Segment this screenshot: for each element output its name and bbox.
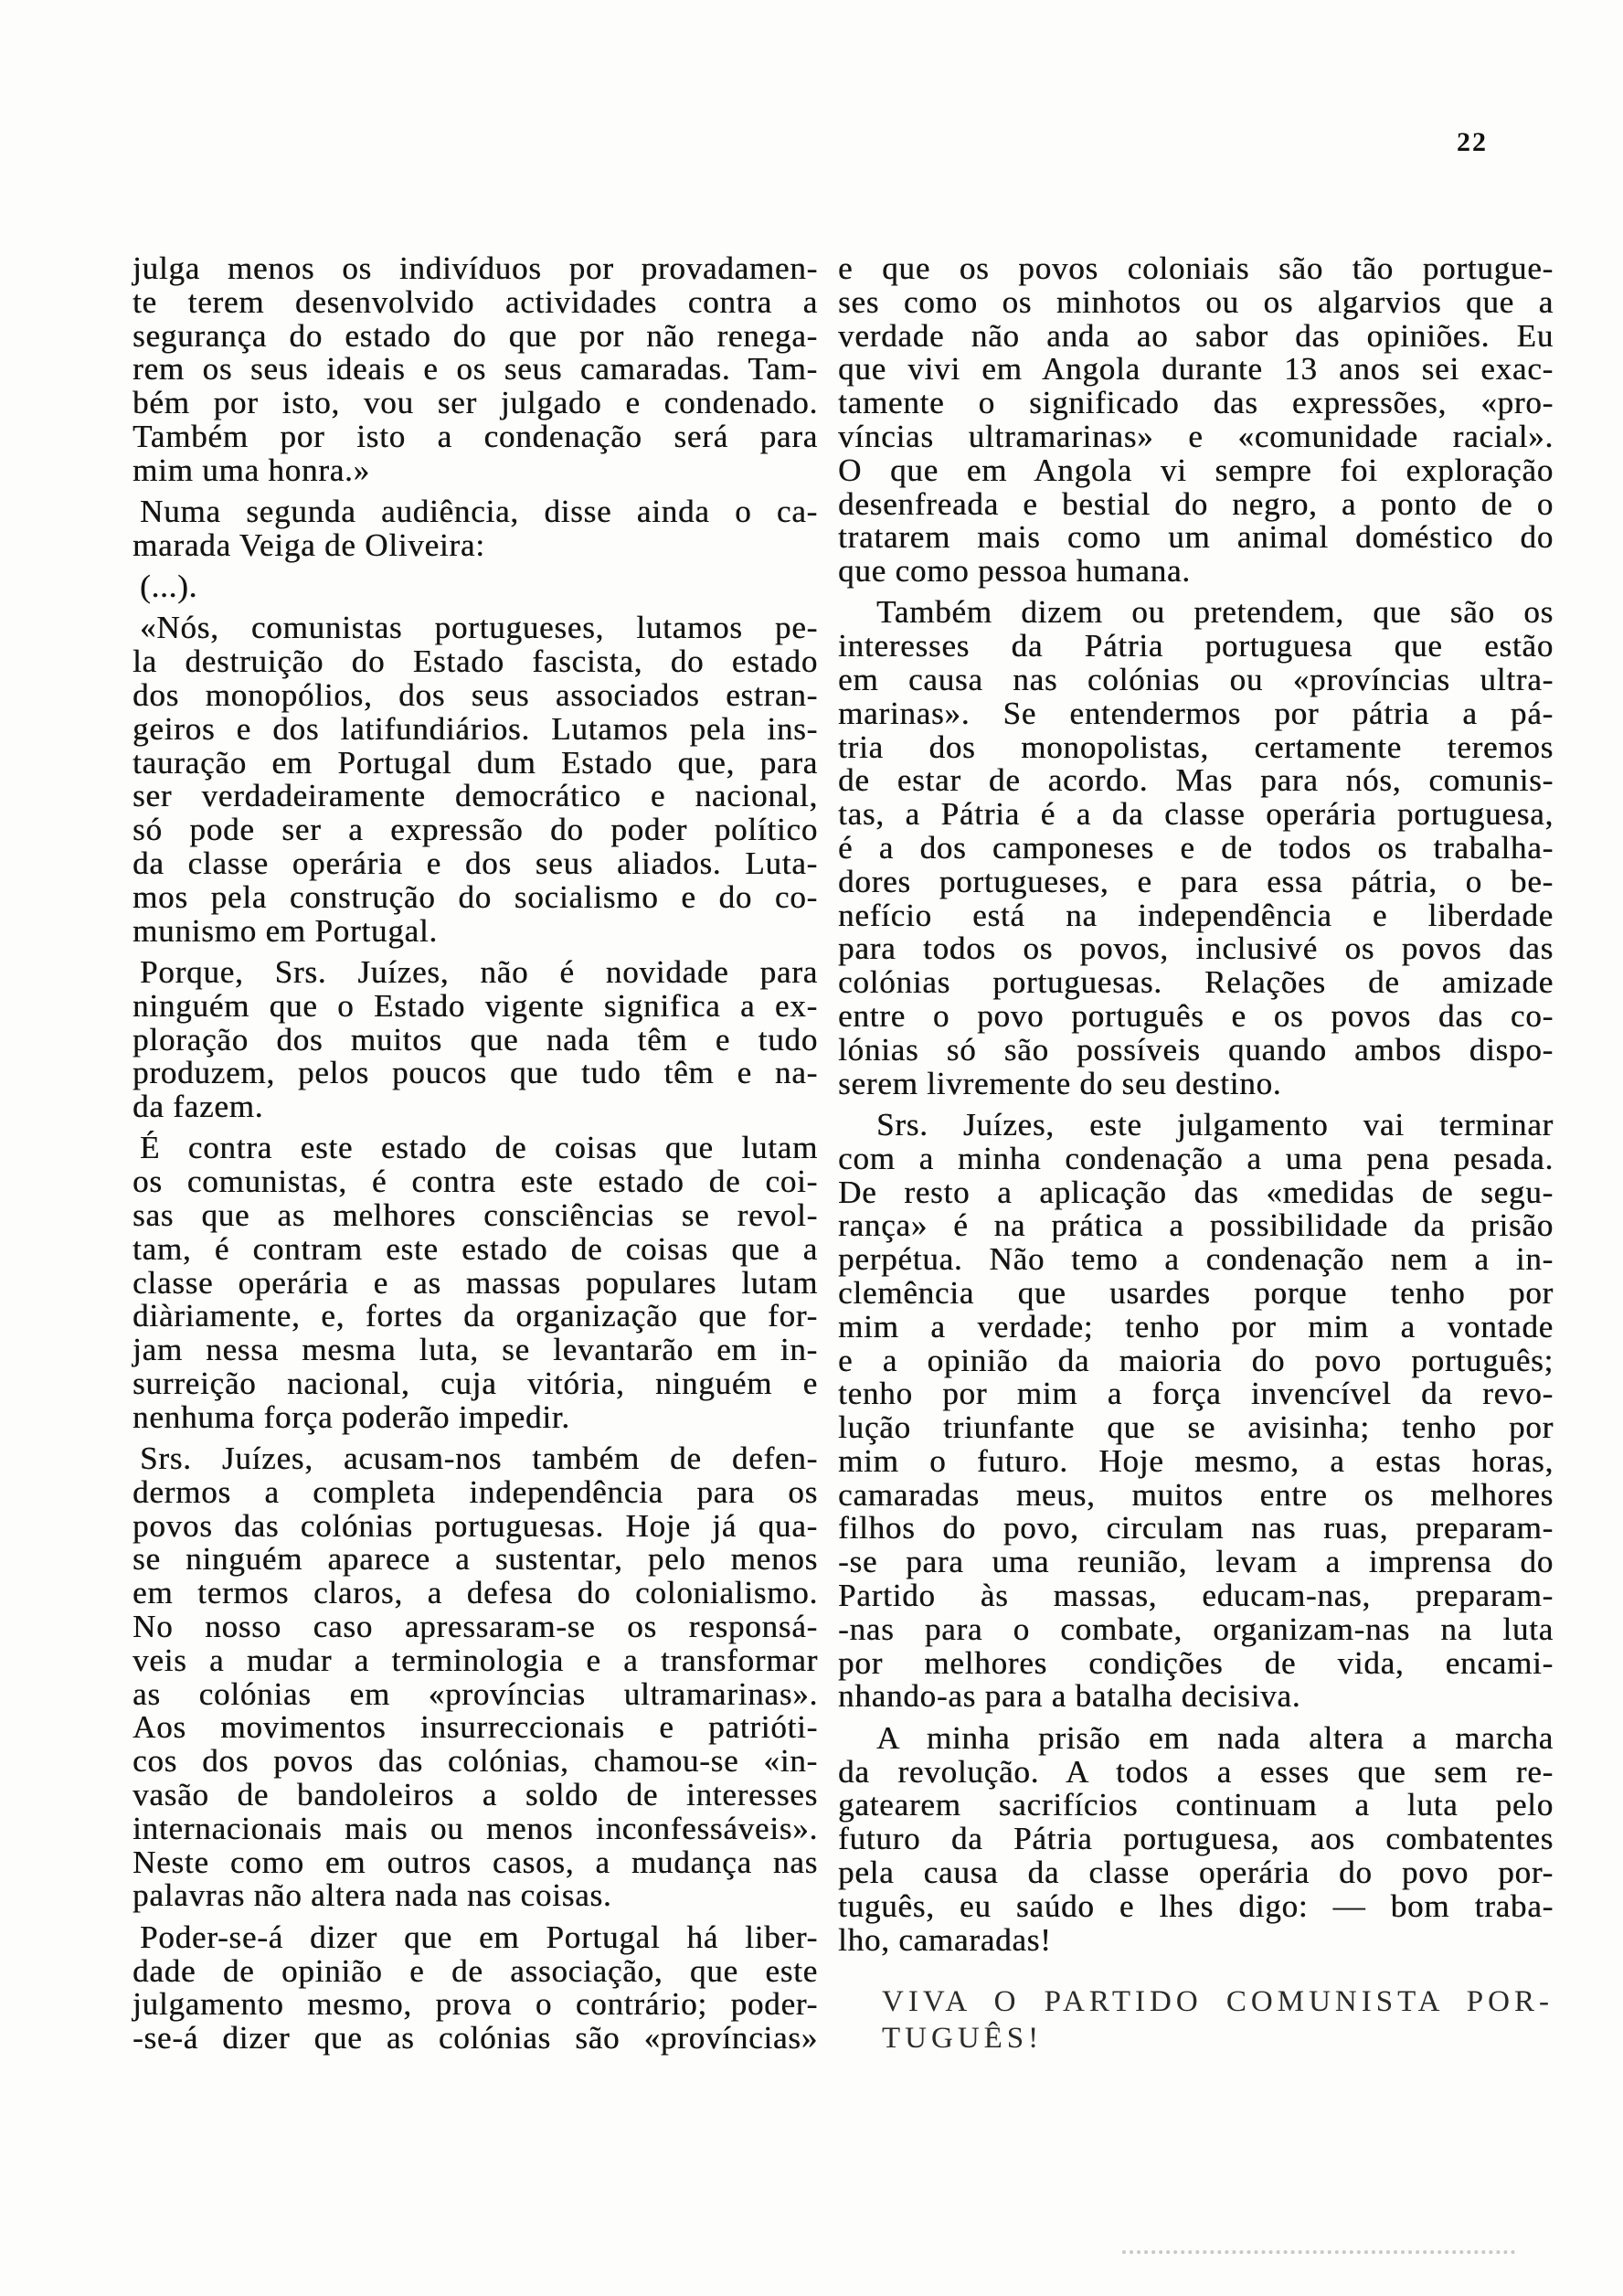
text-line: nefício está na independência e liberdade — [838, 897, 1554, 933]
text-line: ploração dos muitos que nada têm e tudo — [133, 1021, 818, 1058]
text-line: e a opinião da maioria do povo português; — [838, 1342, 1554, 1378]
text-line: mim o futuro. Hoje mesmo, a estas horas, — [838, 1442, 1554, 1479]
text-line: palavras não altera nada nas coisas. — [133, 1877, 612, 1914]
text-line: De resto a aplicação das «medidas de segu- — [838, 1174, 1554, 1210]
text-line: que vivi em Angola durante 13 anos sei exac- — [838, 351, 1554, 388]
right-column — [838, 252, 1554, 2057]
paragraph — [133, 252, 818, 488]
text-line: os comunistas, é contra este estado de coi- — [133, 1164, 818, 1200]
text-line: dos monopólios, dos seus associados estran- — [133, 677, 818, 714]
text-line: tam, é contram este estado de coisas que a — [133, 1230, 818, 1267]
paragraph — [838, 1106, 1554, 1715]
text-line: ninguém que o Estado vigente significa a ex- — [133, 987, 818, 1024]
text-line: gatearem sacrifícios continuam a luta pelo — [838, 1787, 1554, 1823]
text-line: surreição nacional, cuja vitória, ninguém e — [133, 1366, 818, 1401]
text-line: verdade não anda ao sabor das opiniões. Eu — [838, 317, 1554, 354]
text-line: interesses da Pátria portuguesa que estão — [838, 628, 1554, 664]
text-line: Poder-se-á dizer que em Portugal há liber- — [140, 1919, 818, 1955]
text-line: de estar de acordo. Mas para nós, comunis- — [838, 762, 1554, 799]
text-line: víncias ultramarinas» e «comunidade racial». — [838, 418, 1554, 454]
text-line: Numa segunda audiência, disse ainda o ca- — [140, 494, 818, 530]
text-line: vasão de bandoleiros a soldo de interesses — [133, 1777, 818, 1813]
text-line: para todos os povos, inclusivé os povos das — [838, 930, 1554, 967]
paragraph — [133, 953, 818, 1125]
text-line: marada Veiga de Oliveira: — [133, 526, 485, 563]
paragraph — [838, 252, 1554, 589]
text-line: perpétua. Não temo a condenação nem a in- — [838, 1241, 1554, 1278]
text-line: Aos movimentos insurreccionais e patrióti- — [133, 1709, 818, 1746]
text-line: se ninguém aparece a sustentar, pelo menos — [133, 1541, 818, 1578]
text-line: tenho por mim a força invencível da revo- — [838, 1376, 1554, 1412]
text-line: tas, a Pátria é a da classe operária portuguesa, — [838, 796, 1554, 833]
text-line: cos dos povos das colónias, chamou-se «in- — [133, 1743, 818, 1780]
paragraph — [133, 570, 818, 604]
text-line: da classe operária e dos seus aliados. Luta- — [133, 845, 818, 882]
text-line: bém por isto, vou ser julgado e condenado. — [133, 385, 818, 421]
text-line: -se-á dizer que as colónias são «províncias» — [133, 2020, 818, 2057]
text-line: por melhores condições de vida, encami- — [838, 1644, 1554, 1681]
closing-line: VIVA O PARTIDO COMUNISTA POR- — [882, 1985, 1554, 2019]
text-line: tuguês, eu saúdo e lhes digo: — bom traba- — [838, 1887, 1554, 1924]
text-line: Porque, Srs. Juízes, não é novidade para — [140, 953, 818, 990]
text-line: rem os seus ideais e os seus camaradas. Tam- — [133, 351, 818, 388]
text-line: Srs. Juízes, acusam-nos também de defen- — [140, 1440, 818, 1477]
text-line: internacionais mais ou menos inconfessáveis». — [133, 1810, 818, 1846]
text-line: (...). — [140, 569, 198, 605]
text-line: jam nessa mesma luta, se levantarão em in- — [133, 1332, 818, 1368]
text-line: que como pessoa humana. — [838, 553, 1191, 590]
paragraph — [838, 1719, 1554, 1958]
left-column — [133, 252, 818, 2056]
text-line: tratarem mais como um animal doméstico do — [838, 519, 1554, 556]
text-line: la destruição do Estado fascista, do estado — [133, 643, 818, 680]
text-line: Também dizem ou pretendem, que são os — [876, 594, 1554, 631]
text-line: Neste como em outros casos, a mudança nas — [133, 1844, 818, 1880]
text-line: as colónias em «províncias ultramarinas». — [133, 1675, 818, 1712]
text-line: da fazem. — [133, 1089, 264, 1125]
text-line: tria dos monopolistas, certamente teremos — [838, 728, 1554, 765]
text-line: segurança do estado do que por não renega- — [133, 317, 818, 354]
text-line: diàriamente, e, fortes da organização que for- — [133, 1298, 818, 1334]
text-line: te terem desenvolvido actividades contra a — [133, 283, 818, 320]
text-line: serem livremente do seu destino. — [838, 1065, 1282, 1101]
text-line: desenfreada e bestial do negro, a ponto de o — [838, 485, 1554, 522]
text-line: só pode ser a expressão do poder político — [133, 812, 818, 848]
text-line: nenhuma força poderão impedir. — [133, 1398, 570, 1435]
text-line: -nas para o combate, organizam-nas na luta — [838, 1610, 1554, 1647]
paragraph — [133, 1921, 818, 2056]
text-line: julga menos os indivíduos por provadamen- — [133, 250, 818, 286]
scan-edge-dots — [1122, 2250, 1515, 2254]
text-line: e que os povos coloniais são tão portugue- — [838, 250, 1554, 286]
text-line: ses como os minhotos ou os algarvios que a — [838, 283, 1554, 320]
text-line: entre o povo português e os povos das co- — [838, 998, 1554, 1035]
text-line: produzem, pelos poucos que tudo têm e na- — [133, 1055, 818, 1091]
text-line: futuro da Pátria portuguesa, aos combatentes — [838, 1821, 1554, 1857]
text-line: -se para uma reunião, levam a imprensa do — [838, 1544, 1554, 1580]
text-line: lho, camaradas! — [838, 1921, 1052, 1958]
paragraph — [838, 596, 1554, 1100]
text-line: tamente o significado das expressões, «pro- — [838, 385, 1554, 421]
paragraph — [133, 1132, 818, 1434]
closing-slogan — [838, 1983, 1554, 2057]
text-line: mim uma honra.» — [133, 452, 370, 488]
text-line: É contra este estado de coisas que lutam — [140, 1130, 818, 1166]
text-line: colónias portuguesas. Relações de amizade — [838, 964, 1554, 1001]
text-line: em causa nas colónias ou «províncias ultra- — [838, 662, 1554, 698]
text-line: O que em Angola vi sempre foi exploração — [838, 452, 1554, 488]
text-line: ser verdadeiramente democrático e nacional, — [133, 778, 818, 814]
text-line: lução triunfante que se avisinha; tenho por — [838, 1409, 1554, 1446]
text-line: classe operária e as massas populares lutam — [133, 1264, 818, 1301]
text-line: Partido às massas, educam-nas, preparam- — [838, 1578, 1554, 1614]
text-line: veis a mudar a terminologia e a transformar — [133, 1642, 818, 1678]
text-line: filhos do povo, circulam nas ruas, preparam- — [838, 1510, 1554, 1547]
text-line: dores portugueses, e para essa pátria, o be- — [838, 863, 1554, 899]
text-line: geiros e dos latifundiários. Lutamos pela ins- — [133, 710, 818, 747]
text-line: dade de opinião e de associação, que este — [133, 1952, 818, 1989]
text-line: Srs. Juízes, este julgamento vai terminar — [876, 1106, 1554, 1143]
text-line: dermos a completa independência para os — [133, 1473, 818, 1510]
text-line: clemência que usardes porque tenho por — [838, 1274, 1554, 1311]
text-line: é a dos camponeses e de todos os trabalha- — [838, 830, 1554, 866]
closing-line: TUGUÊS! — [882, 2022, 1044, 2056]
text-line: mos pela construção do socialismo e do co- — [133, 878, 818, 915]
paragraph — [133, 495, 818, 563]
text-line: Também por isto a condenação será para — [133, 418, 818, 454]
text-line: marinas». Se entendermos por pátria a pá- — [838, 695, 1554, 731]
text-line: povos das colónias portuguesas. Hoje já qua- — [133, 1507, 818, 1544]
text-line: «Nós, comunistas portugueses, lutamos pe- — [140, 610, 818, 646]
text-line: mim a verdade; tenho por mim a vontade — [838, 1308, 1554, 1345]
text-line: tauração em Portugal dum Estado que, para — [133, 744, 818, 781]
text-line: da revolução. A todos a esses que sem re- — [838, 1753, 1554, 1790]
text-line: julgamento mesmo, prova o contrário; poder- — [133, 1986, 818, 2023]
text-line: em termos claros, a defesa do colonialismo. — [133, 1575, 818, 1611]
text-line: No nosso caso apressaram-se os responsá- — [133, 1609, 818, 1645]
text-line: nhando-as para a batalha decisiva. — [838, 1678, 1301, 1715]
text-line: pela causa da classe operária do povo por- — [838, 1854, 1554, 1890]
paragraph — [133, 611, 818, 948]
text-line: sas que as melhores consciências se revol- — [133, 1197, 818, 1234]
text-line: munismo em Portugal. — [133, 912, 438, 949]
text-line: A minha prisão em nada altera a marcha — [876, 1719, 1554, 1756]
text-line: lónias só são possíveis quando ambos dispo- — [838, 1031, 1554, 1068]
text-line: camaradas meus, muitos entre os melhores — [838, 1476, 1554, 1513]
page-number: 22 — [1457, 127, 1488, 157]
text-line: rança» é na prática a possibilidade da prisão — [838, 1207, 1554, 1244]
paragraph — [133, 1442, 818, 1913]
text-line: com a minha condenação a uma pena pesada. — [838, 1140, 1554, 1176]
